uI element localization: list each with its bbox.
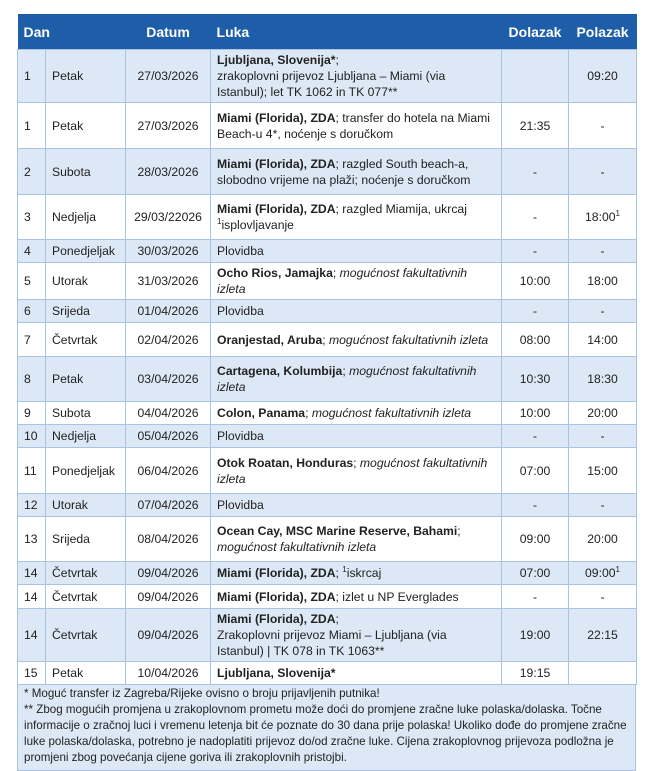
arrival-time: 07:00 <box>502 562 569 585</box>
weekday: Ponedjeljak <box>46 448 126 494</box>
optional-excursions: mogućnost fakultativnih izleta <box>217 364 477 394</box>
optional-excursions: mogućnost fakultativnih izleta <box>217 266 467 296</box>
port-cell <box>211 240 502 263</box>
weekday: Srijeda <box>46 300 126 323</box>
departure-time: - <box>600 118 605 133</box>
date: 08/04/2026 <box>126 517 211 562</box>
day-number: 1 <box>18 50 46 103</box>
port-note: isplovljavanje <box>221 218 294 232</box>
separator: ; <box>335 110 339 125</box>
departure-cell <box>569 300 637 323</box>
departure-time: 22:15 <box>587 628 618 642</box>
separator: ; <box>335 53 339 67</box>
port-description: Plovidba <box>217 244 264 258</box>
table-row <box>18 263 637 300</box>
day-number: 14 <box>18 609 46 662</box>
separator: ; <box>335 589 339 604</box>
footnotes <box>17 685 636 771</box>
date: 01/04/2026 <box>126 300 211 323</box>
table-row <box>18 103 637 149</box>
port-cell <box>211 300 502 323</box>
port-description: Plovidba <box>217 498 264 512</box>
day-number: 6 <box>18 300 46 323</box>
separator: ; <box>305 406 309 420</box>
table-header <box>18 14 637 50</box>
arrival-time: - <box>502 494 569 517</box>
departure-time: 18:00 <box>587 274 618 288</box>
day-number: 15 <box>18 662 46 685</box>
day-number: 5 <box>18 263 46 300</box>
date: 05/04/2026 <box>126 425 211 448</box>
port-cell <box>211 517 502 562</box>
table-row <box>18 300 637 323</box>
date: 29/03/22026 <box>126 195 211 240</box>
departure-time: - <box>600 304 605 318</box>
port-name: Ocean Cay, MSC Marine Reserve, Bahami <box>217 524 458 538</box>
arrival-time: - <box>502 149 569 195</box>
date: 04/04/2026 <box>126 402 211 425</box>
departure-cell <box>569 517 637 562</box>
weekday: Nedjelja <box>46 195 126 240</box>
port-name: Miami (Florida), ZDA <box>217 202 336 216</box>
day-number: 10 <box>18 425 46 448</box>
day-number: 4 <box>18 240 46 263</box>
arrival-time: - <box>502 240 569 263</box>
table-row <box>18 562 637 585</box>
arrival-time: 10:30 <box>502 357 569 402</box>
optional-excursions: mogućnost fakultativnih izleta <box>217 455 488 486</box>
day-number: 3 <box>18 195 46 240</box>
separator: ; <box>353 455 357 470</box>
departure-time: 14:00 <box>587 332 618 347</box>
header-polazak: Polazak <box>569 14 637 50</box>
separator: ; <box>457 524 461 538</box>
port-cell <box>211 609 502 662</box>
port-name: Ocho Rios, Jamajka <box>217 266 333 280</box>
port-cell <box>211 103 502 149</box>
port-cell <box>211 662 502 685</box>
table-row <box>18 425 637 448</box>
separator: ; <box>335 202 339 216</box>
table-row <box>18 609 637 662</box>
departure-cell <box>569 402 637 425</box>
port-description: Plovidba <box>217 429 264 443</box>
arrival-time: - <box>502 585 569 609</box>
arrival-time: - <box>502 300 569 323</box>
table-row <box>18 195 637 240</box>
arrival-time: - <box>502 195 569 240</box>
weekday: Petak <box>46 662 126 685</box>
port-name: Oranjestad, Aruba <box>217 332 323 347</box>
port-name: Cartagena, Kolumbija <box>217 364 343 378</box>
departure-time: 15:00 <box>587 463 618 478</box>
table-row <box>18 448 637 494</box>
date: 09/04/2026 <box>126 609 211 662</box>
date: 07/04/2026 <box>126 494 211 517</box>
departure-cell <box>569 263 637 300</box>
departure-cell <box>569 323 637 357</box>
departure-cell <box>569 585 637 609</box>
port-cell <box>211 323 502 357</box>
separator: ; <box>322 332 326 347</box>
table-row <box>18 402 637 425</box>
date: 03/04/2026 <box>126 357 211 402</box>
port-description: zrakoplovni prijevoz Ljubljana – Miami (via Istanbul); let TK 1062 in TK 077** <box>217 69 446 99</box>
port-name: Miami (Florida), ZDA <box>217 589 336 604</box>
port-name: Otok Roatan, Honduras <box>217 455 354 470</box>
port-cell <box>211 50 502 103</box>
port-cell <box>211 562 502 585</box>
weekday: Četvrtak <box>46 585 126 609</box>
departure-footnote-marker: 1 <box>615 564 620 574</box>
port-note: iskrcaj <box>346 566 382 580</box>
departure-cell <box>569 562 637 585</box>
arrival-time: 08:00 <box>502 323 569 357</box>
table-row <box>18 517 637 562</box>
separator: ; <box>335 566 339 580</box>
date: 31/03/2026 <box>126 263 211 300</box>
departure-cell <box>569 425 637 448</box>
footnote-transfer: * Moguć transfer iz Zagreba/Rijeke ovisno o broju prijavljenih putnika! <box>24 687 380 700</box>
weekday: Četvrtak <box>46 562 126 585</box>
header-dan: Dan <box>18 14 126 50</box>
port-cell <box>211 263 502 300</box>
weekday: Subota <box>46 402 126 425</box>
departure-time: 09:20 <box>587 69 618 83</box>
arrival-time: 21:35 <box>502 103 569 149</box>
day-number: 7 <box>18 323 46 357</box>
optional-excursions: mogućnost fakultativnih izleta <box>308 406 472 420</box>
header-luka: Luka <box>211 14 502 50</box>
arrival-time <box>502 50 569 103</box>
date: 06/04/2026 <box>126 448 211 494</box>
table-row <box>18 357 637 402</box>
port-cell <box>211 425 502 448</box>
date: 30/03/2026 <box>126 240 211 263</box>
day-number: 1 <box>18 103 46 149</box>
port-description: razgled South beach-a, slobodno vrijeme na plaži; noćenje s doručkom <box>217 156 471 187</box>
port-cell <box>211 149 502 195</box>
weekday: Subota <box>46 149 126 195</box>
table-row <box>18 323 637 357</box>
weekday: Srijeda <box>46 517 126 562</box>
itinerary <box>17 14 636 771</box>
port-name: Miami (Florida), ZDA <box>217 110 336 125</box>
departure-cell <box>569 50 637 103</box>
arrival-time: - <box>502 425 569 448</box>
port-description: Zrakoplovni prijevoz Miami – Ljubljana (via Istanbul) | TK 078 in TK 1063** <box>217 628 447 658</box>
weekday: Petak <box>46 103 126 149</box>
departure-cell <box>569 195 637 240</box>
separator: ; <box>342 364 346 378</box>
date: 02/04/2026 <box>126 323 211 357</box>
weekday: Nedjelja <box>46 425 126 448</box>
table-row <box>18 662 637 685</box>
departure-time: 18:30 <box>587 372 618 386</box>
footnote-marker: 1 <box>217 216 222 226</box>
date: 27/03/2026 <box>126 103 211 149</box>
table-body <box>18 50 637 685</box>
port-cell <box>211 195 502 240</box>
weekday: Utorak <box>46 263 126 300</box>
weekday: Utorak <box>46 494 126 517</box>
port-name: Miami (Florida), ZDA <box>217 612 336 626</box>
port-cell <box>211 585 502 609</box>
separator: ; <box>335 156 339 171</box>
weekday: Četvrtak <box>46 609 126 662</box>
arrival-time: 19:00 <box>502 609 569 662</box>
day-number: 11 <box>18 448 46 494</box>
footnote-marker: 1 <box>342 564 347 574</box>
date: 09/04/2026 <box>126 585 211 609</box>
date: 09/04/2026 <box>126 562 211 585</box>
optional-excursions: mogućnost fakultativnih izleta <box>217 540 377 554</box>
port-name: Miami (Florida), ZDA <box>217 566 336 580</box>
port-name: Colon, Panama <box>217 406 306 420</box>
weekday: Petak <box>46 357 126 402</box>
arrival-time: 19:15 <box>502 662 569 685</box>
itinerary-table <box>17 14 637 685</box>
departure-cell <box>569 662 637 685</box>
day-number: 2 <box>18 149 46 195</box>
separator: ; <box>335 612 339 626</box>
port-cell <box>211 448 502 494</box>
weekday: Ponedjeljak <box>46 240 126 263</box>
day-number: 12 <box>18 494 46 517</box>
port-description: Plovidba <box>217 304 264 318</box>
departure-time: - <box>600 164 605 179</box>
date: 28/03/2026 <box>126 149 211 195</box>
port-name: Ljubljana, Slovenija* <box>217 53 336 67</box>
port-description: izlet u NP Everglades <box>338 589 459 604</box>
departure-cell <box>569 103 637 149</box>
departure-time: 20:00 <box>587 406 618 420</box>
departure-cell <box>569 149 637 195</box>
departure-cell <box>569 609 637 662</box>
table-row <box>18 50 637 103</box>
separator: ; <box>332 266 337 280</box>
arrival-time: 07:00 <box>502 448 569 494</box>
table-row <box>18 494 637 517</box>
port-name: Ljubljana, Slovenija* <box>217 666 336 680</box>
port-name: Miami (Florida), ZDA <box>217 156 336 171</box>
arrival-time: 09:00 <box>502 517 569 562</box>
optional-excursions: mogućnost fakultativnih izleta <box>325 332 489 347</box>
departure-cell <box>569 240 637 263</box>
header-datum: Datum <box>126 14 211 50</box>
port-cell <box>211 494 502 517</box>
date: 27/03/2026 <box>126 50 211 103</box>
date: 10/04/2026 <box>126 662 211 685</box>
day-number: 14 <box>18 562 46 585</box>
day-number: 8 <box>18 357 46 402</box>
departure-cell <box>569 494 637 517</box>
departure-time: - <box>600 429 605 443</box>
departure-time: 20:00 <box>587 532 618 546</box>
port-description: razgled Miamija, ukrcaj <box>338 202 467 216</box>
day-number: 14 <box>18 585 46 609</box>
day-number: 9 <box>18 402 46 425</box>
table-row <box>18 240 637 263</box>
weekday: Petak <box>46 50 126 103</box>
table-row <box>18 149 637 195</box>
footnote-flight-changes: ** Zbog mogućih promjena u zrakoplovnom prometu može doći do promjene zračne luke polaska/dolaska. Točne informacije o zračnoj luci i vremenu letenja bit će poznate do 30 dana prije polaska! Ukoliko dođe do promjene zračne luke polaska/dolaska, potrebno je nadoplatiti prijevoz do/od zračne luke. Cijena zrakoplovnog prijevoza podložna je promjeni zbog povećanja cijene goriva ili zrakoplovnih pristojbi. <box>24 703 627 764</box>
departure-cell <box>569 448 637 494</box>
arrival-time: 10:00 <box>502 263 569 300</box>
header-dolazak: Dolazak <box>502 14 569 50</box>
port-description: transfer do hotela na Miami Beach-u 4*, noćenje s doručkom <box>217 110 490 141</box>
port-cell <box>211 402 502 425</box>
table-row <box>18 585 637 609</box>
departure-cell <box>569 357 637 402</box>
day-number: 13 <box>18 517 46 562</box>
departure-time: 09:00 <box>585 566 616 580</box>
departure-footnote-marker: 1 <box>615 208 620 218</box>
departure-time: - <box>600 589 605 604</box>
departure-time: - <box>600 498 605 512</box>
weekday: Četvrtak <box>46 323 126 357</box>
departure-time: - <box>600 244 605 258</box>
arrival-time: 10:00 <box>502 402 569 425</box>
departure-time: 18:00 <box>585 210 616 224</box>
port-cell <box>211 357 502 402</box>
